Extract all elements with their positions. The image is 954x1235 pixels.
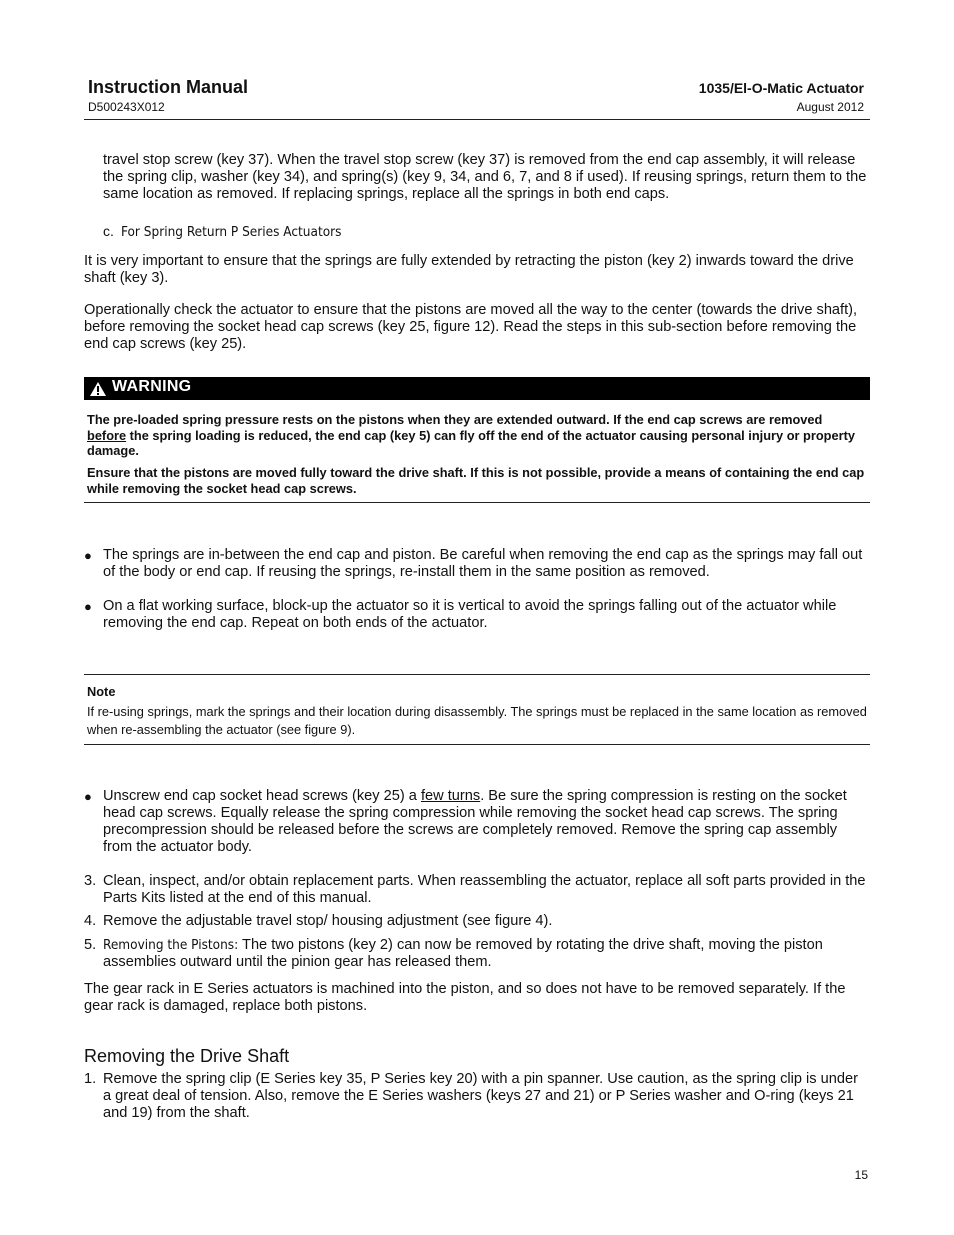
step-number: 5.: [84, 937, 97, 953]
step-number: 4.: [84, 913, 97, 929]
paragraph: The gear rack in E Series actuators is machined into the piston, and so does not have to be removed separately. If the gear rack is damaged, replace both pistons.: [84, 981, 846, 1014]
bullet-dot-icon: ●: [84, 548, 92, 563]
bullet-dot-icon: ●: [84, 789, 92, 804]
publish-date: August 2012: [796, 100, 864, 114]
continued-paragraph: travel stop screw (key 37). When the travel stop screw (key 37) is removed from the end cap assembly, it will release the spring clip, washer (key 34), and spring(s) (key 9, 34, and 6, 7, and 8 if used). If reusing springs, return them to the same location as removed. If replacing springs, replace all the springs in both end caps.: [103, 152, 867, 202]
note-text: If re-using springs, mark the springs and their location during disassembly. The springs must be replaced in the same location as removed when re-assembling the actuator (see figure 9).: [87, 704, 867, 737]
step-text: Removing the Pistons: The two pistons (key 2) can now be removed by rotating the drive shaft, moving the piston assemblies outward until the pinion gear has released them.: [103, 937, 823, 970]
subsection-heading: [103, 223, 341, 240]
step-number: 3.: [84, 873, 97, 889]
step-text: Remove the adjustable travel stop/ housing adjustment (see figure 4).: [103, 913, 553, 929]
product-name: 1035/El-O-Matic Actuator: [698, 80, 864, 96]
doc-number: D500243X012: [88, 100, 165, 114]
warning-label: WARNING: [112, 378, 192, 395]
page-number: 15: [854, 1168, 868, 1182]
section-heading: Removing the Drive Shaft: [84, 1046, 290, 1066]
subsection-title: For Spring Return P Series Actuators: [121, 224, 342, 240]
step-runin-heading: Removing the Pistons:: [103, 937, 239, 953]
subsection-label: c.: [103, 223, 114, 239]
note-divider-bottom: [84, 744, 870, 745]
warning-text: The pre-loaded spring pressure rests on the pistons when they are extended outward. If the end cap screws are removed before the spring loading is reduced, the end cap (key 5) can fly off the end of the actuator causing personal injury or property damage.: [87, 412, 855, 458]
warning-triangle-icon: [89, 381, 107, 397]
header-divider: [84, 119, 870, 120]
step-text: Clean, inspect, and/or obtain replacement parts. When reassembling the actuator, replace all soft parts provided in the Parts Kits listed at the end of this manual.: [103, 873, 866, 906]
paragraph: Operationally check the actuator to ensure that the pistons are moved all the way to the center (towards the drive shaft), before removing the socket head cap screws (key 25, figure 12). Read the steps in this sub-section before removing the end cap screws (key 25).: [84, 302, 858, 352]
note-divider-top: [84, 674, 870, 675]
warning-text: Ensure that the pistons are moved fully toward the drive shaft. If this is not possible, provide a means of containing the end cap while removing the socket head cap screws.: [87, 465, 865, 496]
step-number: 1.: [84, 1071, 97, 1087]
step-text: Remove the spring clip (E Series key 35, P Series key 20) with a pin spanner. Use caution, as the spring clip is under a great deal of tension. Also, remove the E Series washers (keys 27 and 21) or P Series washer and O-ring (keys 21 and 19) from the shaft.: [103, 1071, 858, 1121]
note-label: Note: [87, 684, 116, 699]
bullet-dot-icon: ●: [84, 599, 92, 614]
paragraph: It is very important to ensure that the springs are fully extended by retracting the piston (key 2) inwards toward the drive shaft (key 3).: [84, 253, 854, 286]
manual-title: Instruction Manual: [88, 77, 249, 97]
emphasis-few-turns: few turns: [420, 788, 481, 804]
warning-divider: [84, 502, 870, 503]
emphasis-before: before: [87, 427, 127, 443]
warning-banner: [84, 377, 870, 400]
